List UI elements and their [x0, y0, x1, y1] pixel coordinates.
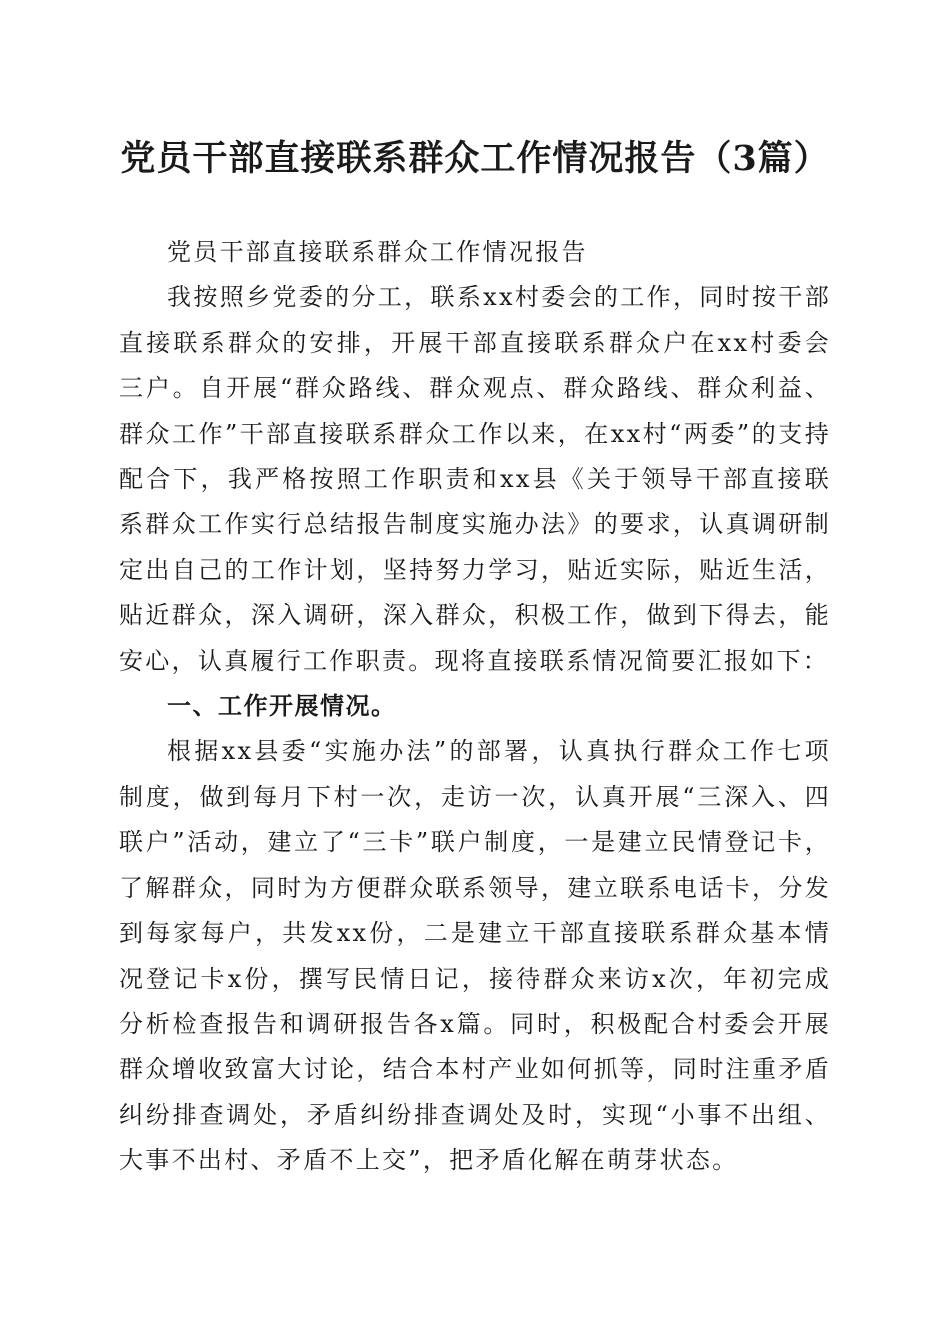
paragraph-work-progress: 根据xx县委“实施办法”的部署，认真执行群众工作七项制度，做到每月下村一次，走访一次，认真开展“三深入、四联户”活动，建立了“三卡”联户制度，一是建立民情登记卡，了解群众，同时为方便群众联系领导，建立联系电话卡，分发到每家每户，共发xx份，二是建立干部直接联系群众基本情况登记卡x份，撰写民情日记，接待群众来访x次，年初完成分析检查报告和调研报告各x篇。同时，积极配合村委会开展群众增收致富大讨论，结合本村产业如何抓等，同时注重矛盾纠纷排查调处，矛盾纠纷排查调处及时，实现“小事不出组、大事不出村、矛盾不上交”，把矛盾化解在萌芽状态。: [119, 737, 831, 1175]
paragraph-intro: 我按照乡党委的分工，联系xx村委会的工作，同时按干部直接联系群众的安排，开展干部直接联系群众户在xx村委会三户。自开展“群众路线、群众观点、群众路线、群众利益、群众工作”干部直接联系群众工作以来，在xx村“两委”的支持配合下，我严格按照工作职责和xx县《关于领导干部直接联系群众工作实行总结报告制度实施办法》的要求，认真调研制定出自己的工作计划，坚持努力学习，贴近实际，贴近生活，贴近群众，深入调研，深入群众，积极工作，做到下得去，能安心，认真履行工作职责。现将直接联系情况简要汇报如下：: [119, 283, 831, 675]
document-title: 党员干部直接联系群众工作情况报告（3篇）: [120, 138, 830, 179]
section-heading-1: 一、工作开展情况。: [167, 692, 397, 721]
document-subtitle: 党员干部直接联系群众工作情况报告: [167, 238, 588, 266]
document-body: [119, 230, 831, 1184]
